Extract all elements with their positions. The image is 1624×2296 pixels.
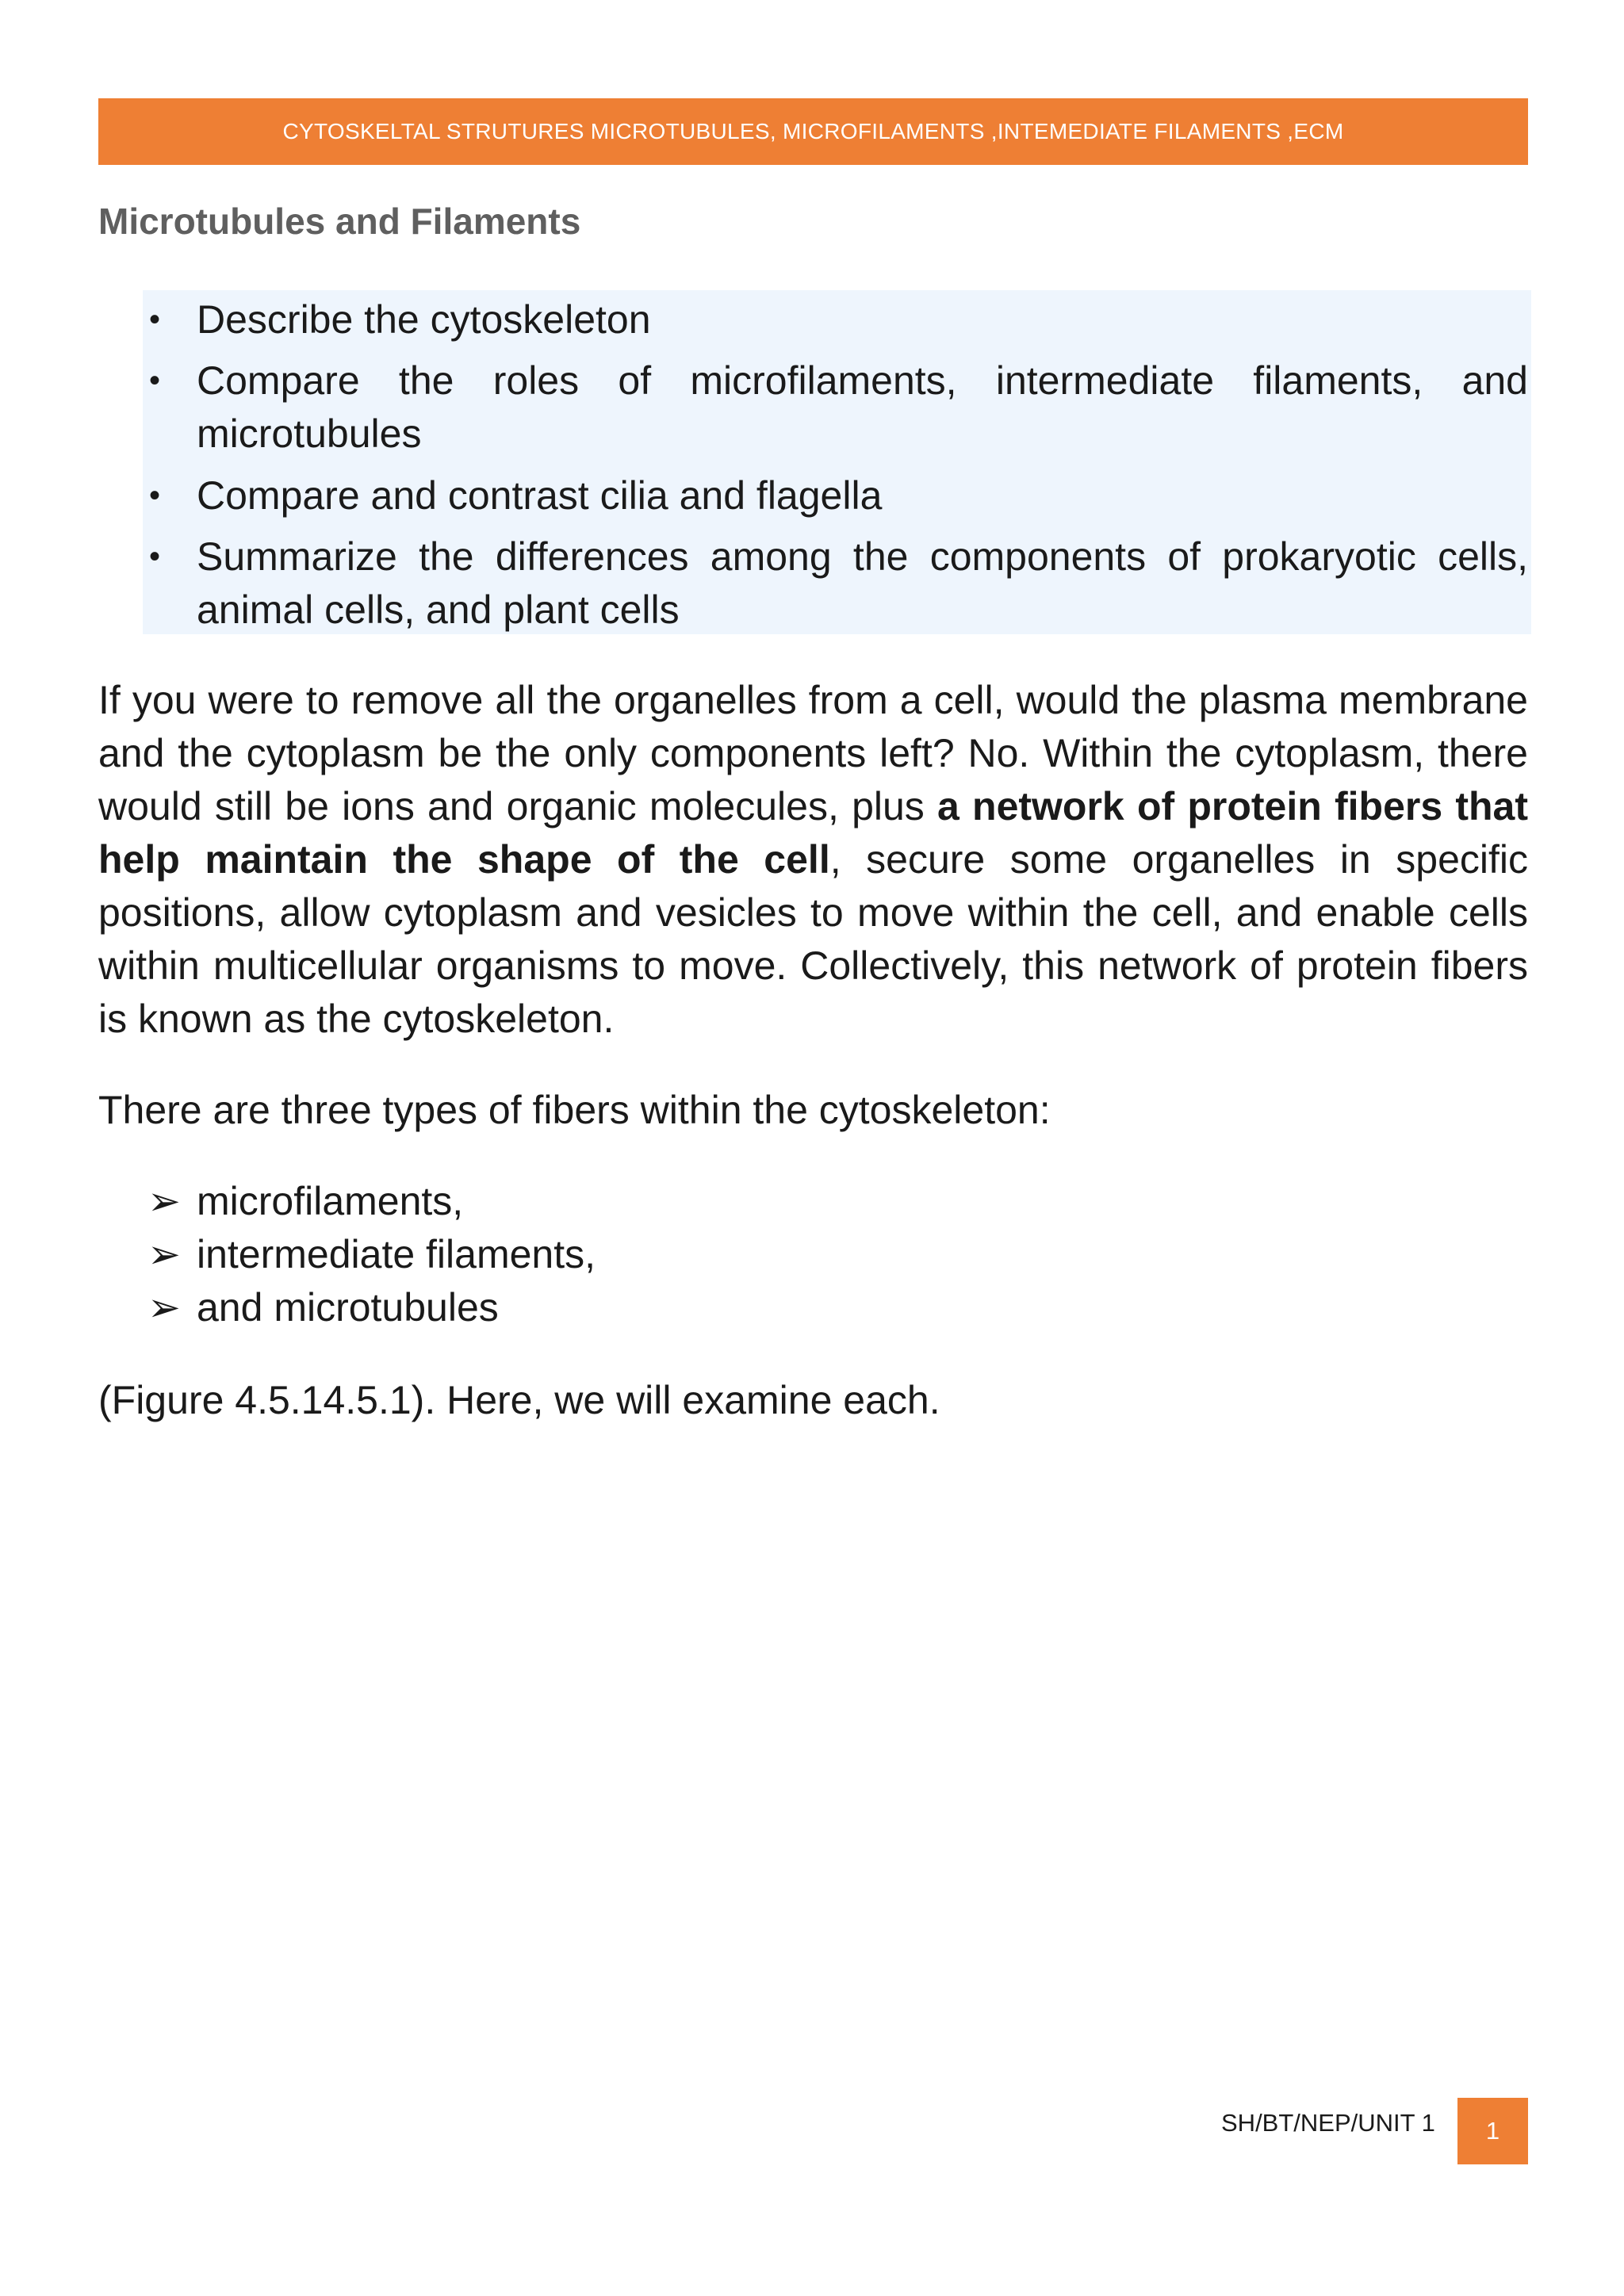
list-item — [147, 1175, 463, 1228]
learning-objectives — [143, 290, 1531, 634]
bullet-icon: • — [149, 363, 161, 398]
page-number: 1 — [1485, 2117, 1500, 2145]
objective-text: Describe the cytoskeleton — [197, 297, 651, 342]
page-number-badge — [1457, 2098, 1528, 2164]
arrow-bullet-icon: ➢ — [147, 1179, 181, 1223]
body-paragraph-figure-ref: (Figure 4.5.14.5.1). Here, we will examine each. — [98, 1378, 940, 1422]
bullet-icon: • — [149, 539, 161, 574]
list-item — [147, 1228, 596, 1281]
paragraph-bold-text: a network of protein fibers that help maintain the shape of the cell — [98, 784, 1529, 882]
header-title: CYTOSKELTAL STRUTURES MICROTUBULES, MICROFILAMENTS ,INTEMEDIATE FILAMENTS ,ECM — [282, 119, 1344, 144]
arrow-bullet-icon: ➢ — [147, 1232, 181, 1276]
objective-text: Summarize the differences among the components of prokaryotic cells, animal cells, and plant cells — [197, 534, 1528, 632]
bullet-icon: • — [149, 478, 161, 513]
list-item-text: microfilaments, — [197, 1179, 464, 1223]
list-item-text: and microtubules — [197, 1285, 499, 1330]
body-paragraph-organelles — [98, 674, 1528, 1046]
objective-text: Compare the roles of microfilaments, intermediate filaments, and microtubules — [197, 358, 1528, 456]
section-title: Microtubules and Filaments — [98, 201, 581, 242]
list-item-text: intermediate filaments, — [197, 1232, 596, 1276]
footer-document-code: SH/BT/NEP/UNIT 1 — [1221, 2109, 1435, 2137]
header-bar — [98, 98, 1528, 165]
arrow-bullet-icon: ➢ — [147, 1285, 181, 1330]
paragraph-text: If you were to remove all the organelles from a cell, would the plasma membrane and the cytoplasm be the only components left? No. Within the cytoplasm, there would still be ions and organic molecules, plus — [98, 678, 1528, 828]
paragraph-text: , secure some organelles in specific positions, allow cytoplasm and vesicles to move within the cell, and enable cells within multicellular organisms to move. Collectively, this network of protein fibers is known as the cytoskeleton. — [98, 837, 1528, 1041]
bullet-icon: • — [149, 302, 161, 337]
body-paragraph-fiber-types: There are three types of fibers within the cytoskeleton: — [98, 1088, 1051, 1132]
objective-text: Compare and contrast cilia and flagella — [197, 473, 883, 518]
list-item — [147, 1281, 499, 1334]
